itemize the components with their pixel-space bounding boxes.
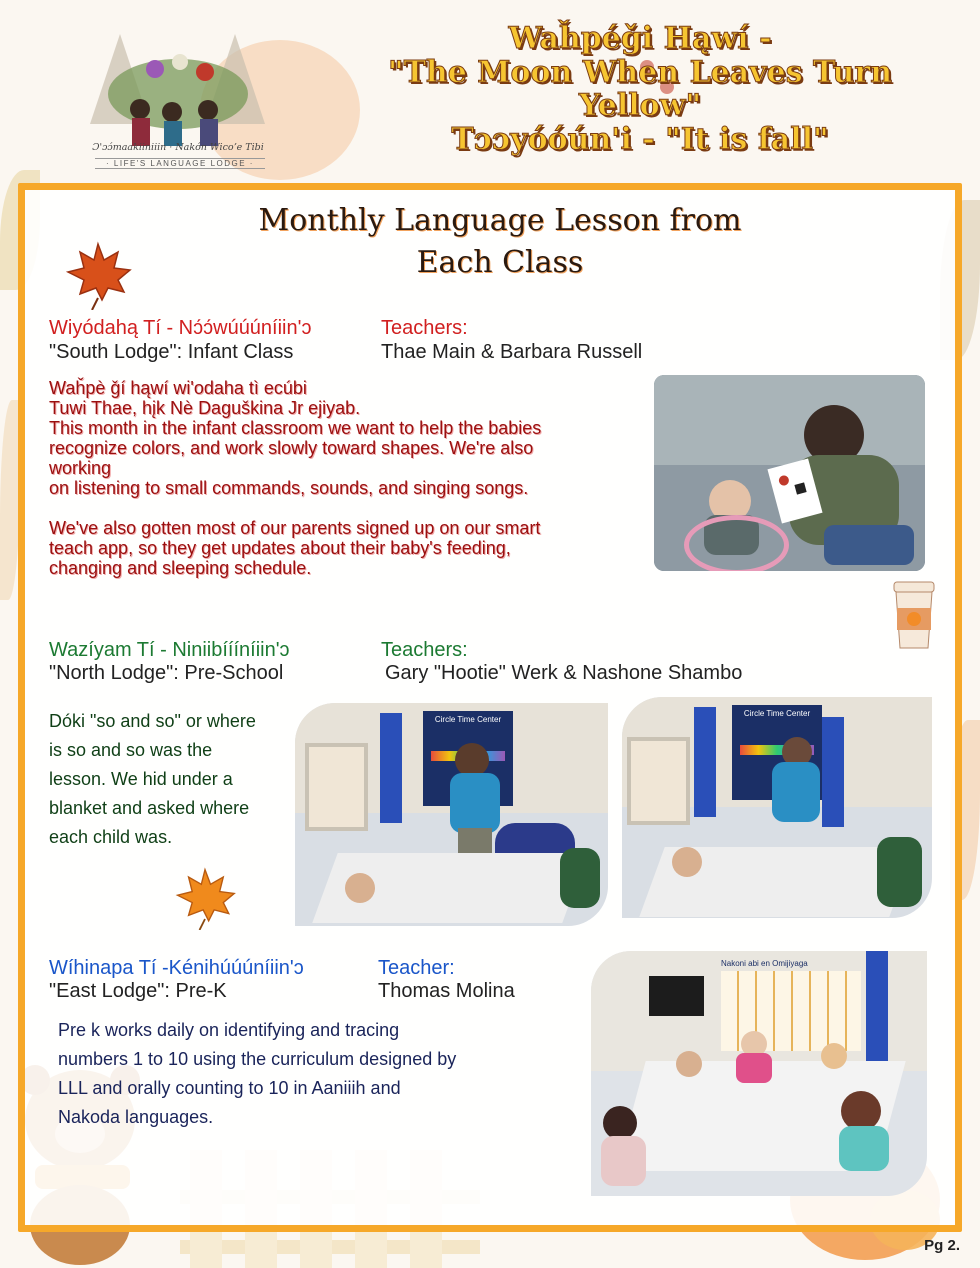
east-lodge-subtitle: "East Lodge": Pre-K [49, 980, 227, 1002]
south-line: Waȟpè ǧí hąwí wi'odaha tì ecúbi [49, 378, 307, 398]
east-line: Pre k works daily on identifying and tracing [58, 1020, 400, 1040]
maple-leaf-icon [62, 240, 134, 315]
header-line-1: Waȟpéǧi Hąwí - [508, 21, 772, 56]
north-lodge-subtitle: "North Lodge": Pre-School [49, 662, 284, 684]
east-lesson-text [58, 1016, 578, 1132]
north-lodge-name: Wazíyam Tí - Niniibíííníiin'ɔ [49, 639, 290, 661]
south-line: teach app, so they get updates about their baby's feeding, [49, 538, 511, 558]
title-line-2: Each Class [416, 245, 584, 280]
north-teachers-label: Teachers: [381, 639, 468, 661]
south-line: This month in the infant classroom we want to help the babies [49, 418, 542, 438]
header-line-3: Tɔɔyóóún'i - "It is fall" [451, 121, 829, 157]
south-line: changing and sleeping schedule. [49, 558, 312, 578]
prek-class-photo [591, 951, 927, 1196]
page-number: Pg 2. [924, 1237, 960, 1254]
south-line: recognize colors, and work slowly toward shapes. We're also [49, 438, 534, 458]
classroom-sign: Nakoni abi en Omijiyaga [721, 959, 808, 968]
north-line: is so and so was the [49, 740, 213, 760]
page-title [180, 200, 820, 284]
south-teachers: Thae Main & Barbara Russell [381, 341, 643, 363]
infant-class-photo [654, 375, 925, 571]
north-line: each child was. [49, 827, 173, 847]
north-line: Dóki "so and so" or where [49, 711, 256, 731]
south-lodge-name: Wiyódahą Tí - Nɔ́ɔ́wúúúníiin'ɔ [49, 317, 312, 339]
preschool-photo-1 [295, 703, 608, 926]
north-line: blanket and asked where [49, 798, 250, 818]
east-lodge-name: Wíhinapa Tí -Kénihúúúníiin'ɔ [49, 957, 304, 979]
title-line-1: Monthly Language Lesson from [258, 203, 742, 238]
east-line: Nakoda languages. [58, 1107, 214, 1127]
south-line: Tuwi Thae, hįk Nè Daguškina Jr ejiyab. [49, 398, 361, 418]
header-line-2: "The Moon When Leaves Turn Yellow" [387, 54, 893, 124]
east-teacher: Thomas Molina [378, 980, 515, 1002]
circle-time-board: Circle Time Center [743, 709, 811, 718]
south-lodge-subtitle: "South Lodge": Infant Class [49, 341, 294, 363]
header-title [340, 22, 940, 156]
circle-time-board: Circle Time Center [434, 715, 502, 724]
south-teachers-label: Teachers: [381, 317, 468, 339]
preschool-photo-2 [622, 697, 932, 918]
east-line: numbers 1 to 10 using the curriculum designed by [58, 1049, 457, 1069]
logo-name: Ɔ'ɔɔ́maakiiniiin · Nakón Wicoʼe Tibi [92, 142, 264, 153]
coffee-cup-icon [888, 578, 940, 655]
logo-subtitle: · LIFE'S LANGUAGE LODGE · [95, 158, 265, 169]
south-line [49, 498, 659, 518]
south-line: working [49, 458, 112, 478]
south-lesson-text [49, 378, 659, 578]
maple-leaf-icon [172, 866, 238, 935]
east-line: LLL and orally counting to 10 in Aaniiih and [58, 1078, 401, 1098]
north-teachers: Gary "Hootie" Werk & Nashone Shambo [385, 662, 743, 684]
north-line: lesson. We hid under a [49, 769, 233, 789]
north-lesson-text [49, 707, 294, 852]
south-line: on listening to small commands, sounds, and singing songs. [49, 478, 529, 498]
south-line: We've also gotten most of our parents signed up on our smart [49, 518, 541, 538]
east-teacher-label: Teacher: [378, 957, 455, 979]
